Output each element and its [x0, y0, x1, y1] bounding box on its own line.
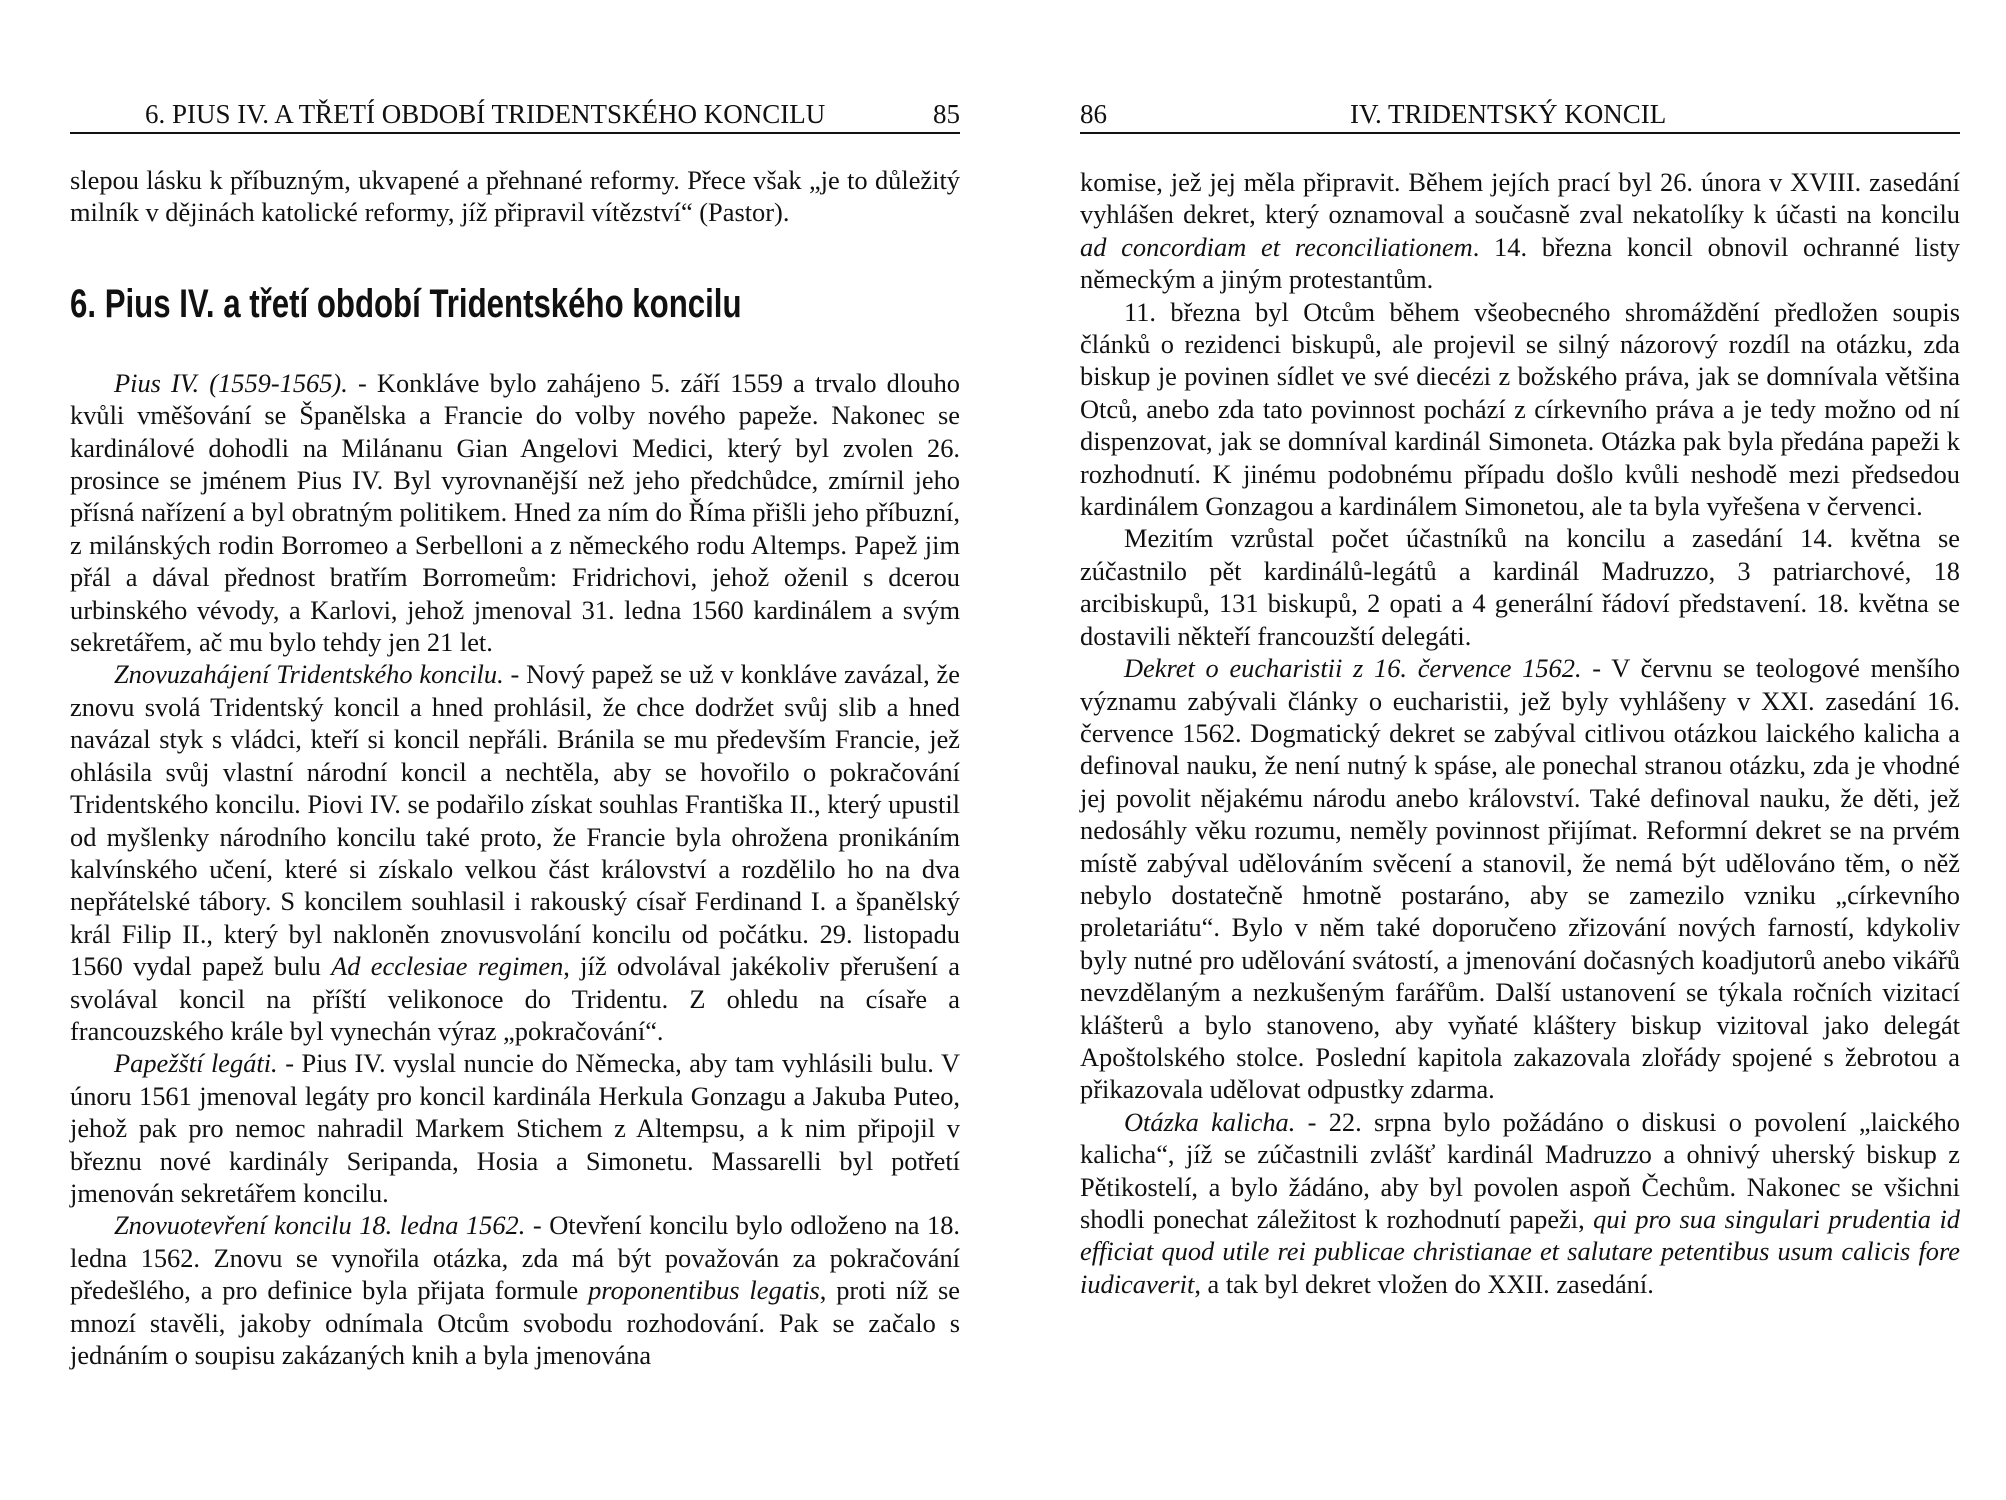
right-running-head [1080, 96, 1960, 134]
left-body [70, 164, 960, 1371]
section-heading: Znovuotevření koncilu 18. ledna 1562. [114, 1210, 526, 1241]
section-text: , proti níž se mnozí stavěli, jakoby odnímala Otcům svobodu rozhodování. Pak se začalo s jednáním o soupisu zakázaných knih a byla jmenována [70, 1275, 960, 1370]
continued-paragraph [1080, 166, 1960, 296]
right-body [1080, 166, 1960, 1300]
chapter-title: 6. Pius IV. a třetí období Tridentského koncilu [70, 281, 742, 326]
latin-phrase: Ad ecclesiae regimen [331, 951, 564, 982]
section-heading: Pius IV. (1559-1565). [114, 367, 348, 398]
section-text: , a tak byl dekret vložen do XXII. zasedání. [1194, 1268, 1654, 1299]
paragraph-text: komise, jež jej měla připravit. Během jejích prací byl 26. února v XVIII. zasedání vyhlášen dekret, který oznamoval a současně zval nekatolíky k účasti na koncilu [1080, 167, 1960, 230]
section-eucharist-decree [1080, 652, 1960, 1106]
section-text: - Pius IV. vyslal nuncie do Německa, aby tam vyhlásili bulu. V únoru 1561 jmenoval legáty pro koncil kardinála Herkula Gonzagu a Jakuba Puteo, jehož pak pro nemoc nahradil Markem Stichem z Altempsu, a k nim připojil v březnu nové kardinály Seripanda, Hosia a Simonetu. Massarelli byl potřetí jmenován sekretářem koncilu. [70, 1048, 961, 1208]
latin-phrase: proponentibus legatis [588, 1275, 820, 1306]
latin-phrase: qui pro sua singulari prudentia id efficiat quod utile rei publicae christianae et salutare petentibus usum calicis fore iudicaverit [1080, 1204, 1960, 1299]
section-text: - 22. srpna bylo požádáno o diskusi o povolení „laického kalicha“, jíž se zúčastnili zvlášť kardinál Madruzzo a ohnivý uherský biskup z Pětikostelí, a bylo žádáno, aby byl povolen aspoň Čechům. Nakonec se všichni shodli ponechat záležitost k rozhodnutí papeži, [1080, 1106, 1960, 1234]
left-page-number: 85 [933, 99, 960, 129]
right-page-number: 86 [1080, 99, 1107, 129]
section-heading: Dekret o eucharistii z 16. července 1562. [1124, 653, 1582, 684]
section-reopening [70, 658, 960, 1047]
paragraph-text: . 14. března koncil obnovil ochranné listy německým a jiným protestantům. [1080, 231, 1960, 295]
section-council-reopened [70, 1209, 960, 1371]
right-running-head-title: IV. TRIDENTSKÝ KONCIL [1350, 99, 1667, 129]
paragraph-residence: 11. března byl Otcům během všeobecného shromáždění předložen soupis článků o rezidenci biskupů, ale projevil se silný názorový rozdíl na otázku, zda biskup je povinen sídlet ve své diecézi z božského práva, jak se domnívala většina Otců, anebo zda tato povinnost pochází z církevního práva a je tedy možno od ní dispenzovat, jak se domníval kardinál Simoneta. Otázka pak byla předána papeži k rozhodnutí. K jinému podobnému případu došlo kvůli neshodě mezi předsedou kardinálem Gonzagou a kardinálem Simonetou, ale ta byla vyřešena v červenci. [1080, 296, 1960, 522]
section-heading: Otázka kalicha. [1124, 1106, 1296, 1137]
continued-paragraph: slepou lásku k příbuzným, ukvapené a přehnané reformy. Přece však „je to důležitý milník v dějinách katolické reformy, jíž připravil vítězství“ (Pastor). [70, 165, 960, 228]
section-text: - Nový papež se už v konkláve zavázal, že znovu svolá Tridentský koncil a hned prohlásil, že chce dodržet svůj slib a hned navázal styk s vládci, kteří si koncil nepřáli. Bránila se mu především Francie, jež ohlásila svůj vlastní národní koncil a nechtěla, aby se hovořilo o pokračování Tridentského koncilu. Piovi IV. se podařilo získat souhlas Františka II., který upustil od myšlenky národního koncilu také proto, že Francie byla ohrožena pronikáním kalvínského učení, které si získalo velkou část království a rozdělilo ho na dva nepřátelské tábory. S koncilem souhlasil i rakouský císař Ferdinand I. a španělský král Filip II., který byl nakloněn znovusvolání koncilu od počátku. 29. listopadu 1560 vydal papež bulu [70, 659, 960, 982]
left-running-head [70, 96, 960, 134]
latin-phrase: ad concordiam et reconciliationem [1080, 231, 1473, 262]
section-text: - V červnu se teologové menšího významu zabývali články o eucharistii, jež byly vyhlášeny v XXI. zasedání 16. července 1562. Dogmatický dekret se zabýval citlivou otázkou laického kalicha a definoval nauku, že není nutný k spáse, ale ponechal stranou otázku, zda je vhodné jej povolit nějakému národu anebo království. Také definoval nauku, že děti, jež nedosáhly věku rozumu, neměly povinnost přijímat. Reformní dekret se na prvém místě zabýval udělováním svěcení a stanovil, že nemá být udělováno těm, o něž nebylo dostatečně hmotně postaráno, aby se zamezilo vzniku „církevního proletariátu“. Bylo v něm také doporučeno zřizování nových farností, kdykoliv byly nutné pro udělování svátostí, a jmenování dočasných koadjutorů anebo vikářů nevzdělaným a nezkušeným farářům. Další ustanovení se týkala ročních vizitací klášterů a bylo stanoveno, aby vyňaté kláštery biskup vizitoval jako delegát Apoštolského stolce. Poslední kapitola zakazovala zlořády spojené s žebrotou a přikazovala udělovat odpustky zdarma. [1080, 653, 1961, 1105]
section-text: , jíž odvolával jakékoliv přerušení a svolával koncil na příští velikonoce do Tridentu. Z ohledu na císaře a francouzského krále byl vynechán výraz „pokračování“. [70, 951, 960, 1046]
section-pius-iv [70, 367, 960, 659]
section-chalice [1080, 1106, 1960, 1300]
paragraph-participants: Mezitím vzrůstal počet účastníků na koncilu a zasedání 14. května se zúčastnilo pět kardinálů-legátů a kardinál Madruzzo, 3 patriarchové, 18 arcibiskupů, 131 biskupů, 2 opati a 4 generální řádoví představení. 18. května se dostavili někteří francouzští delegáti. [1080, 523, 1960, 651]
section-text: - Konkláve bylo zahájeno 5. září 1559 a trvalo dlouho kvůli vměšování se Španělska a Francie do volby nového papeže. Nakonec se kardinálové dohodli na Milánanu Gian Angelovi Medici, který byl zvolen 26. prosince se jménem Pius IV. Byl vyrovnanější než jeho předchůdce, zmírnil jeho přísná nařízení a byl obratným politikem. Hned za ním do Říma přišli jeho příbuzní, z milánských rodin Borromeo a Serbelloni a z německého rodu Altemps. Papež jim přál a dával přednost bratřím Borromeům: Fridrichovi, jehož oženil s dcerou urbinského vévody, a Karlovi, jehož jmenoval 31. ledna 1560 kardinálem a svým sekretářem, ač mu bylo tehdy jen 21 let. [70, 367, 960, 658]
section-text: - Otevření koncilu bylo odloženo na 18. ledna 1562. Znovu se vynořila otázka, zda má být považován za pokračování předešlého, a pro definice byla přijata formule [70, 1210, 961, 1306]
left-running-head-title: 6. PIUS IV. A TŘETÍ OBDOBÍ TRIDENTSKÉHO KONCILU [145, 99, 826, 129]
section-heading: Znovuzahájení Tridentského koncilu. [114, 659, 504, 690]
section-legates [70, 1047, 960, 1209]
section-heading: Papežští legáti. [114, 1048, 278, 1079]
